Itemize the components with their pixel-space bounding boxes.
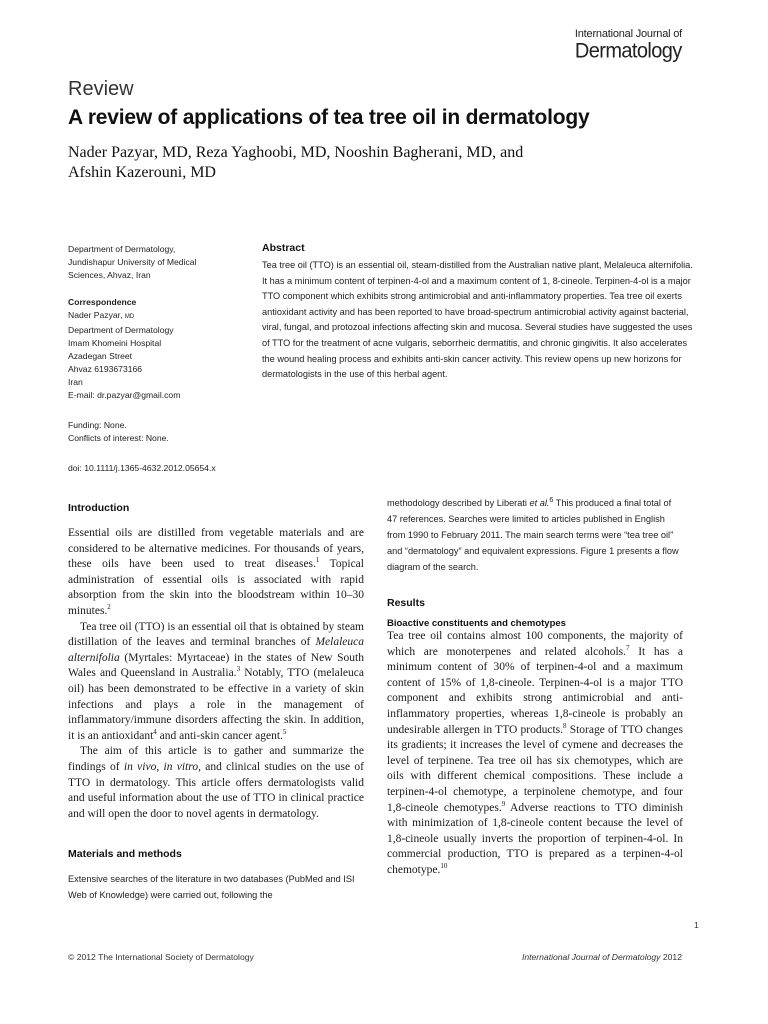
page-number: 1 [694, 920, 699, 930]
intro-paragraph-2: Tea tree oil (TTO) is an essential oil that is obtained by steam distillation of the leaves and terminal branches of Melaleuca alternifolia (Myrtales: Myrtaceae) in the states of New South Wales and Queensland in Australia.$^3$ Notably, TTO (melaleuca oil) has been demonstrated to be effective in a variety of skin infections and plays a role in the management of inflammatory/immune disorders affecting the skin. In addition, it is an antioxidant$^4$ and anti-skin cancer agent.$^5$ [68, 620, 364, 742]
journal-masthead [574, 28, 682, 63]
citation[interactable]: 1 [315, 556, 320, 565]
intro-paragraph-3: The aim of this article is to gather and summarize the findings of in vivo, in vitro, and clinical studies on the use of TTO in dermatology. This article offers dermatologists valid and useful information about the use of TTO in clinical practice and will open the door to novel agents in dermatology. [68, 745, 364, 820]
funding-statement: Funding: None. [68, 420, 127, 430]
abstract-text: Tea tree oil (TTO) is an essential oil, steam-distilled from the Australian native plant, Melaleuca alternifolia. It has a minimum content of terpinen-4-ol and a maximum content of 1, 8-cineole. Terpinen-4-ol is a major TTO component which exhibits strong antimicrobial and anti-inflammatory properties. Tea tree oil exerts antioxidant activity and has been reported to have broad-spectrum antimicrobial activity against bacterial, viral, fungal, and protozoal infections affecting skin and mucosa. Several studies have suggested the uses of TTO for the treatment of acne vulgaris, seborrheic dermatitis, and chronic gingivitis. It also accelerates the wound healing process and exhibits anti-skin cancer activity. This review opens up new horizons for dermatologists in the use of this herbal agent. [262, 260, 693, 380]
citation[interactable]: 7 [626, 643, 630, 652]
affil-dept-line: Sciences, Ahvaz, Iran [68, 270, 151, 280]
citation[interactable]: 6 [549, 496, 554, 504]
author-list [68, 143, 628, 183]
body-column-left [68, 502, 364, 903]
citation[interactable]: 5 [282, 727, 287, 736]
address-line: Iran [68, 377, 83, 387]
methods-heading: Materials and methods [68, 848, 182, 861]
results-paragraph: Tea tree oil contains almost 100 components, the majority of which are monoterpenes and related alcohols.$^7$ It has a minimum content of 30% of terpinen-4-ol and a maximum content of 15% of 1,8-cineole. Terpinen-4-ol is a major TTO component and exhibits strong antimicrobial and anti-inflammatory properties, whereas 1,8-cineole is probably an undesirable allergen in TTO products.$^8$ Storage of TTO changes its gradients; it increases the level of cymene and decreases the level of terpinene. Tea tree oil has six chemotypes, which are oils with different chemical compositions. These include a terpinen-4-ol chemotype, a terpinolene chemotype, and four 1,8-cineole chemotypes.$^9$ Adverse reactions to TTO diminish with minimization of 1,8-cineole content because the level of 1,8-cineole usually inverts the proportion of terpinen-4-ol. In commercial production, TTO is prepared as a terpinen-4-ol chemotype.$^{10}$ [387, 630, 684, 876]
affiliation-panel [68, 243, 248, 475]
introduction-heading: Introduction [68, 502, 130, 514]
affil-dept-line: Department of Dermatology, [68, 244, 176, 254]
journal-name-line1: International Journal of [574, 28, 682, 40]
authors-line-2: Afshin Kazerouni, MD [68, 164, 216, 181]
citation[interactable]: 9 [501, 799, 506, 808]
citation[interactable]: 10 [440, 862, 448, 871]
results-subheading: Bioactive constituents and chemotypes [387, 618, 566, 629]
doi-link[interactable]: doi: 10.1111/j.1365-4632.2012.05654.x [68, 463, 216, 473]
address-line: Department of Dermatology [68, 325, 174, 335]
authors-line-1: Nader Pazyar, MD, Reza Yaghoobi, MD, Nooshin Bagherani, MD, and [68, 144, 524, 161]
abstract-section [262, 242, 694, 383]
citation[interactable]: 3 [236, 665, 241, 674]
journal-name-line2: Dermatology [574, 38, 682, 63]
address-line: Azadegan Street [68, 351, 133, 361]
abstract-heading: Abstract [262, 242, 305, 254]
email-line[interactable]: E-mail: dr.pazyar@gmail.com [68, 390, 181, 400]
article-title: A review of applications of tea tree oil in dermatology [68, 106, 590, 129]
article-type: Review [68, 78, 134, 100]
results-heading: Results [387, 597, 425, 609]
citation[interactable]: 8 [563, 721, 567, 730]
methods-text-continued: methodology described by Liberati et al.$^6$ This produced a final total of 47 references. Searches were limited to articles published in English from 1990 to February 2011. The main search terms were “tea tree oil” and “dermatology” and equivalent expressions. Figure 1 presents a flow diagram of the search. [387, 496, 679, 572]
footer-copyright: © 2012 The International Society of Dermatology [68, 952, 254, 962]
correspondent-name: Nader Pazyar, MD [68, 310, 135, 320]
correspondence-label: Correspondence [68, 297, 137, 307]
methods-text: Extensive searches of the literature in two databases (PubMed and ISI Web of Knowledge) were carried out, following the [68, 874, 355, 901]
intro-paragraph-1: Essential oils are distilled from vegetable materials and are considered to be alternative medicines. For thousands of years, these oils have been used to treat diseases.$^1$ Topical administration of essential oils is associated with rapid absorption from the skin into the bloodstream within 10–30 minutes.$^2$ [68, 527, 364, 617]
conflicts-statement: Conflicts of interest: None. [68, 433, 169, 443]
citation[interactable]: 4 [153, 727, 157, 736]
address-line: Imam Khomeini Hospital [68, 338, 162, 348]
citation[interactable]: 2 [107, 603, 111, 612]
affil-dept-line: Jundishapur University of Medical [68, 257, 197, 267]
address-line: Ahvaz 6193673166 [68, 364, 143, 374]
footer-journal: International Journal of Dermatology 2012 [521, 952, 682, 962]
body-column-right [387, 495, 683, 879]
